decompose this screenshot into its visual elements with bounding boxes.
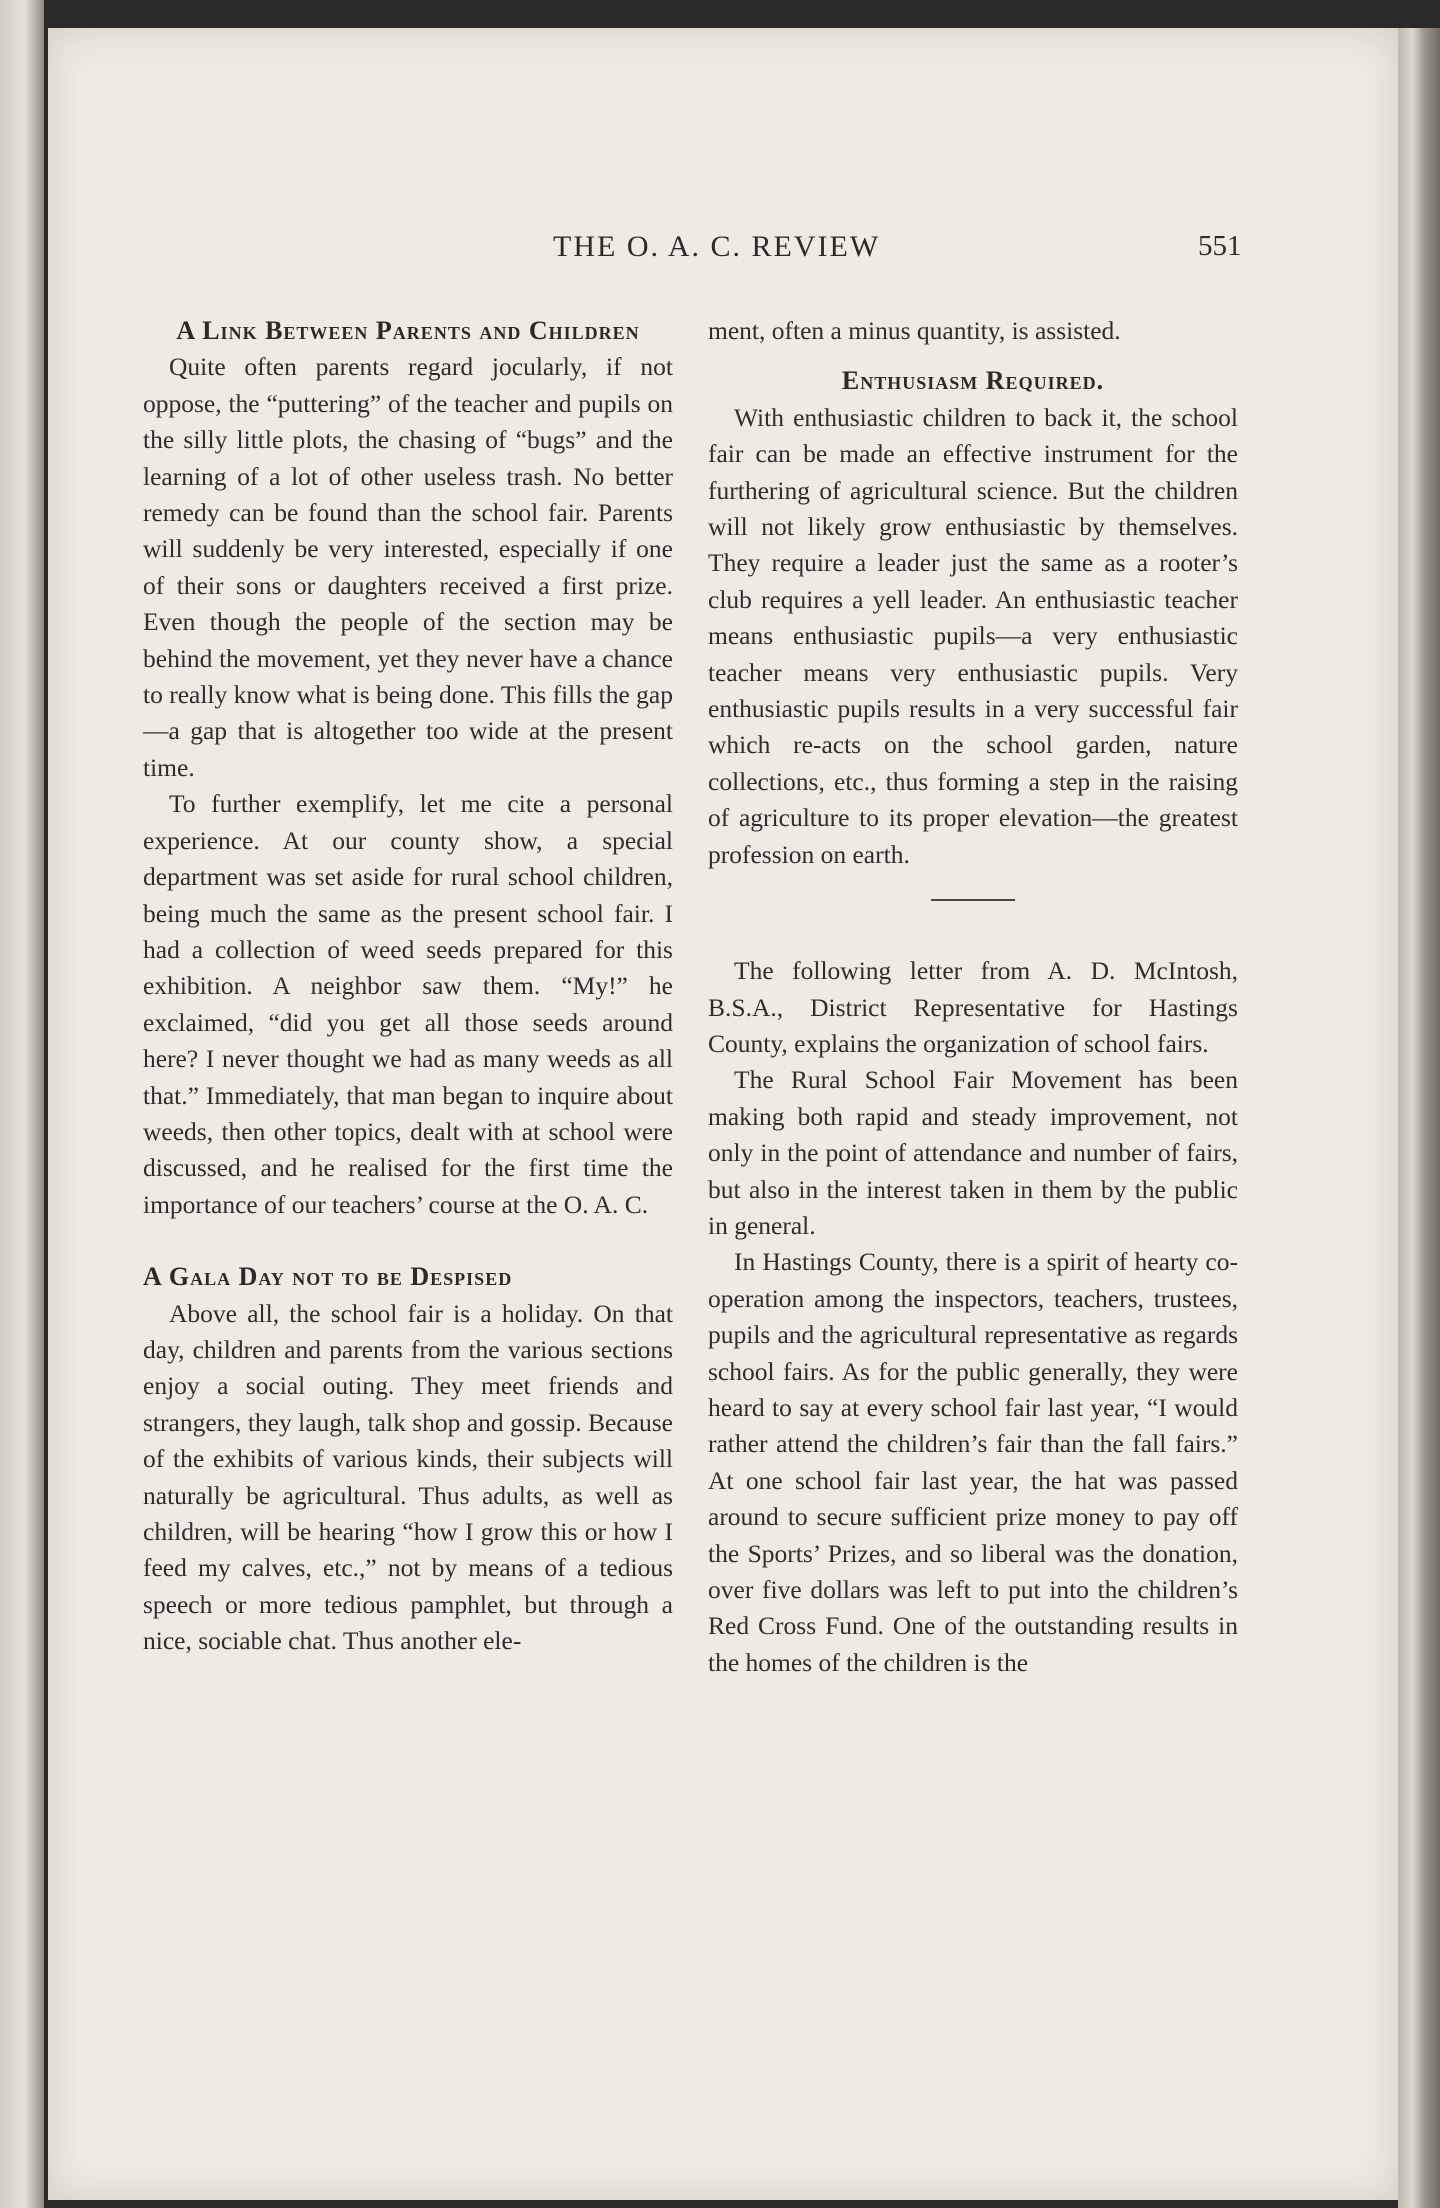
paragraph: Quite often parents regard jocularly, if not oppose, the “puttering” of the teacher and pupils on the silly little plots, the chasing of “bugs” and the learning of a lot of other useless trash. No better remedy can be found than the school fair. Parents will suddenly be very interested, especially if one of their sons or daughters received a first prize. Even though the people of the section may be behind the movement, yet they never have a chance to really know what is being done. This fills the gap—a gap that is altogether too wide at the present time. xyxy=(143,352,673,782)
paragraph-continuation: ment, often a minus quantity, is assisted. xyxy=(708,316,1121,345)
paragraph: Above all, the school fair is a holiday. On that day, children and parents from the various sections enjoy a social outing. They meet friends and strangers, they laugh, talk shop and gossip. Because of the exhibits of various kinds, their subjects will naturally be agricultural. Thus adults, as well as children, will be hearing “how I grow this or how I feed my calves, etc.,” not by means of a tedious speech or more tedious pamphlet, but through a nice, sociable chat. Thus another ele- xyxy=(143,1298,673,1656)
paragraph: The following letter from A. D. McIntosh, B.S.A., District Representative for Hastings County, explains the organization of school fairs. xyxy=(708,956,1238,1058)
section-heading-gala-day: A Gala Day not to be Despised xyxy=(143,1262,513,1292)
page-number: 551 xyxy=(1198,230,1242,262)
journal-title: THE O. A. C. REVIEW xyxy=(553,230,881,263)
section-divider-rule xyxy=(931,899,1015,901)
adjacent-page-edge xyxy=(0,0,44,2208)
section-heading-parents-children: A Link Between Parents and Children xyxy=(176,316,640,345)
paragraph: With enthusiastic children to back it, the school fair can be made an effective instrument for the furthering of agricultural science. But the children will not likely grow enthusiastic by themselves. They require a leader just the same as a rooter’s club requires a yell leader. An enthusiastic teacher means enthusiastic pupils—a very enthusiastic teacher means very enthusiastic pupils. Very enthusiastic pupils results in a very successful fair which re-acts on the school garden, nature collections, etc., thus forming a step in the raising of agriculture to its proper elevation—the greatest profession on earth. xyxy=(708,402,1238,869)
running-header xyxy=(48,230,1398,280)
left-column xyxy=(143,313,673,1660)
paragraph: The Rural School Fair Movement has been making both rapid and steady improvement, not only in the point of attendance and number of fairs, but also in the interest taken in them by the public in general. xyxy=(708,1065,1238,1240)
section-heading-enthusiasm: Enthusiasm Required. xyxy=(841,366,1105,396)
book-page-edges xyxy=(1398,28,1440,2208)
paragraph: To further exemplify, let me cite a personal experience. At our county show, a special department was set aside for rural school children, being much the same as the present school fair. I had a collection of weed seeds prepared for this exhibition. A neighbor saw them. “My!” he exclaimed, “did you get all those seeds around here? I never thought we had as many weeds as all that.” Immediately, that man began to inquire about weeds, then other topics, dealt with at school were discussed, and he realised for the first time the importance of our teachers’ course at the O. A. C. xyxy=(143,789,673,1219)
scanned-page xyxy=(48,28,1398,2200)
paragraph: In Hastings County, there is a spirit of hearty co-operation among the inspectors, teachers, trustees, pupils and the agricultural representative as regards school fairs. As for the public generally, they were heard to say at every school fair last year, “I would rather attend the children’s fair than the fall fairs.” At one school fair last year, the hat was passed around to secure sufficient prize money to pay off the Sports’ Prizes, and so liberal was the donation, over five dollars was left to put into the children’s Red Cross Fund. One of the outstanding results in the homes of the children is the xyxy=(708,1247,1238,1677)
section-gap xyxy=(143,1223,673,1259)
right-column xyxy=(708,313,1238,1681)
section-gap xyxy=(708,349,1238,363)
